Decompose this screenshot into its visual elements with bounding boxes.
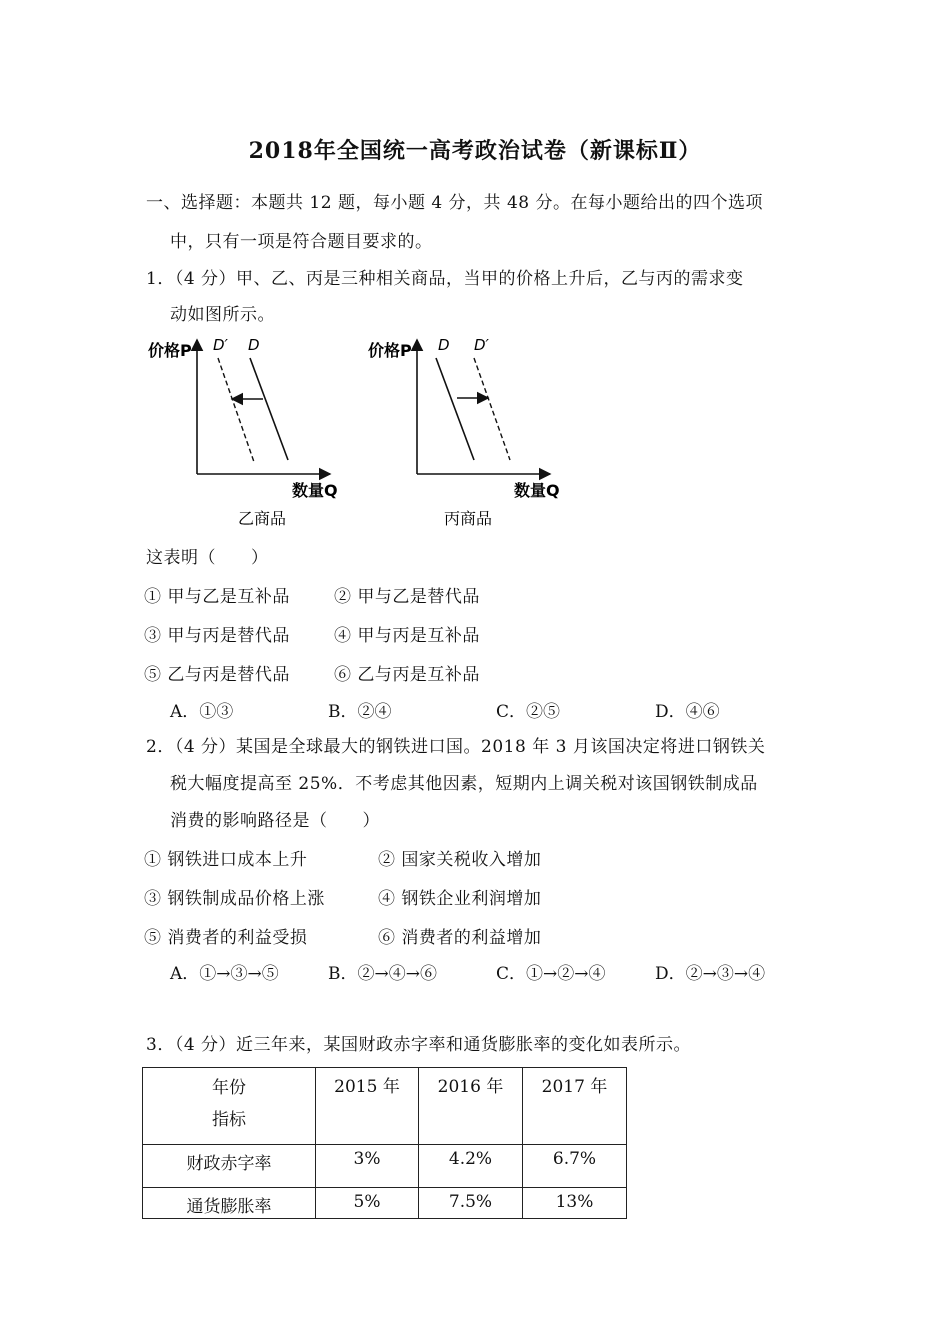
q2-option-d[interactable]: D．②→③→④ [655, 964, 766, 984]
y-axis-label: 价格P [148, 341, 192, 360]
header-year-label: 年份 [212, 1078, 246, 1098]
q1-option-b[interactable]: B．②④ [328, 702, 392, 722]
q2-item-4: ④ 钢铁企业利润增加 [378, 889, 542, 909]
section-instruction-line2: 中，只有一项是符合题目要求的。 [170, 232, 433, 252]
q1-stem-line1: 1．（4 分）甲、乙、丙是三种相关商品，当甲的价格上升后，乙与丙的需求变 [146, 269, 744, 289]
demand-curve-d-prime [218, 358, 254, 462]
table-header-cell: 2016 年 [419, 1068, 523, 1145]
q2-stem-line1: 2．（4 分）某国是全球最大的钢铁进口国。2018 年 3 月该国决定将进口钢铁关 [146, 737, 766, 757]
table-header-cell: 2017 年 [523, 1068, 627, 1145]
table-cell: 3% [316, 1145, 419, 1188]
q2-option-c[interactable]: C．①→②→④ [496, 964, 606, 984]
header-indicator-label: 指标 [212, 1110, 246, 1130]
q3-data-table [142, 1067, 627, 1219]
table-cell: 5% [316, 1188, 419, 1219]
q2-item-1: ① 钢铁进口成本上升 [144, 850, 308, 870]
q1-option-a[interactable]: A．①③ [170, 702, 234, 722]
q1-item-4: ④ 甲与丙是互补品 [334, 626, 480, 646]
q3-stem-line1: 3．（4 分）近三年来，某国财政赤字率和通货膨胀率的变化如表所示。 [146, 1035, 692, 1055]
table-cell: 6.7% [523, 1145, 627, 1188]
table-row-label: 通货膨胀率 [143, 1188, 316, 1219]
q2-item-2: ② 国家关税收入增加 [378, 850, 542, 870]
page-title: 2018年全国统一高考政治试卷（新课标Ⅱ） [248, 138, 702, 164]
q1-question-stem: 这表明（ ） [146, 548, 269, 568]
x-axis-label: 数量Q [514, 481, 560, 500]
curve-label-d-prime: D′ [213, 336, 228, 354]
q1-option-d[interactable]: D．④⑥ [655, 702, 720, 722]
q1-item-6: ⑥ 乙与丙是互补品 [334, 665, 480, 685]
curve-label-d: D [438, 336, 450, 354]
q1-graph-bing [362, 332, 582, 532]
table-header-row [143, 1068, 627, 1145]
graph-caption: 乙商品 [238, 509, 287, 528]
table-row-label: 财政赤字率 [143, 1145, 316, 1188]
q1-option-c[interactable]: C．②⑤ [496, 702, 561, 722]
curve-label-d-prime: D′ [474, 336, 489, 354]
x-axis-label: 数量Q [292, 481, 338, 500]
table-cell: 13% [523, 1188, 627, 1219]
q1-stem-line2: 动如图所示。 [170, 305, 275, 325]
section-instruction-line1: 一、选择题：本题共 12 题，每小题 4 分，共 48 分。在每小题给出的四个选项 [146, 193, 764, 213]
y-axis-label: 价格P [368, 341, 412, 360]
q2-item-5: ⑤ 消费者的利益受损 [144, 928, 308, 948]
q2-stem-line3: 消费的影响路径是（ ） [170, 811, 380, 831]
demand-curve-d [436, 358, 474, 460]
table-row [143, 1188, 627, 1219]
q2-stem-line2: 税大幅度提高至 25%．不考虑其他因素，短期内上调关税对该国钢铁制成品 [170, 774, 758, 794]
table-cell: 4.2% [419, 1145, 523, 1188]
q2-item-6: ⑥ 消费者的利益增加 [378, 928, 542, 948]
table-header-cell: 2015 年 [316, 1068, 419, 1145]
q1-item-3: ③ 甲与丙是替代品 [144, 626, 290, 646]
curve-label-d: D [248, 336, 260, 354]
q2-item-3: ③ 钢铁制成品价格上涨 [144, 889, 325, 909]
table-header-corner [143, 1068, 316, 1145]
demand-curve-d-prime [474, 358, 510, 460]
graph-caption: 丙商品 [444, 509, 493, 528]
q2-option-a[interactable]: A．①→③→⑤ [170, 964, 279, 984]
demand-curve-d [250, 358, 288, 460]
q1-item-5: ⑤ 乙与丙是替代品 [144, 665, 290, 685]
q1-item-1: ① 甲与乙是互补品 [144, 587, 290, 607]
table-row [143, 1145, 627, 1188]
table-cell: 7.5% [419, 1188, 523, 1219]
q1-graph-yi [140, 332, 360, 532]
q1-item-2: ② 甲与乙是替代品 [334, 587, 480, 607]
q2-option-b[interactable]: B．②→④→⑥ [328, 964, 437, 984]
